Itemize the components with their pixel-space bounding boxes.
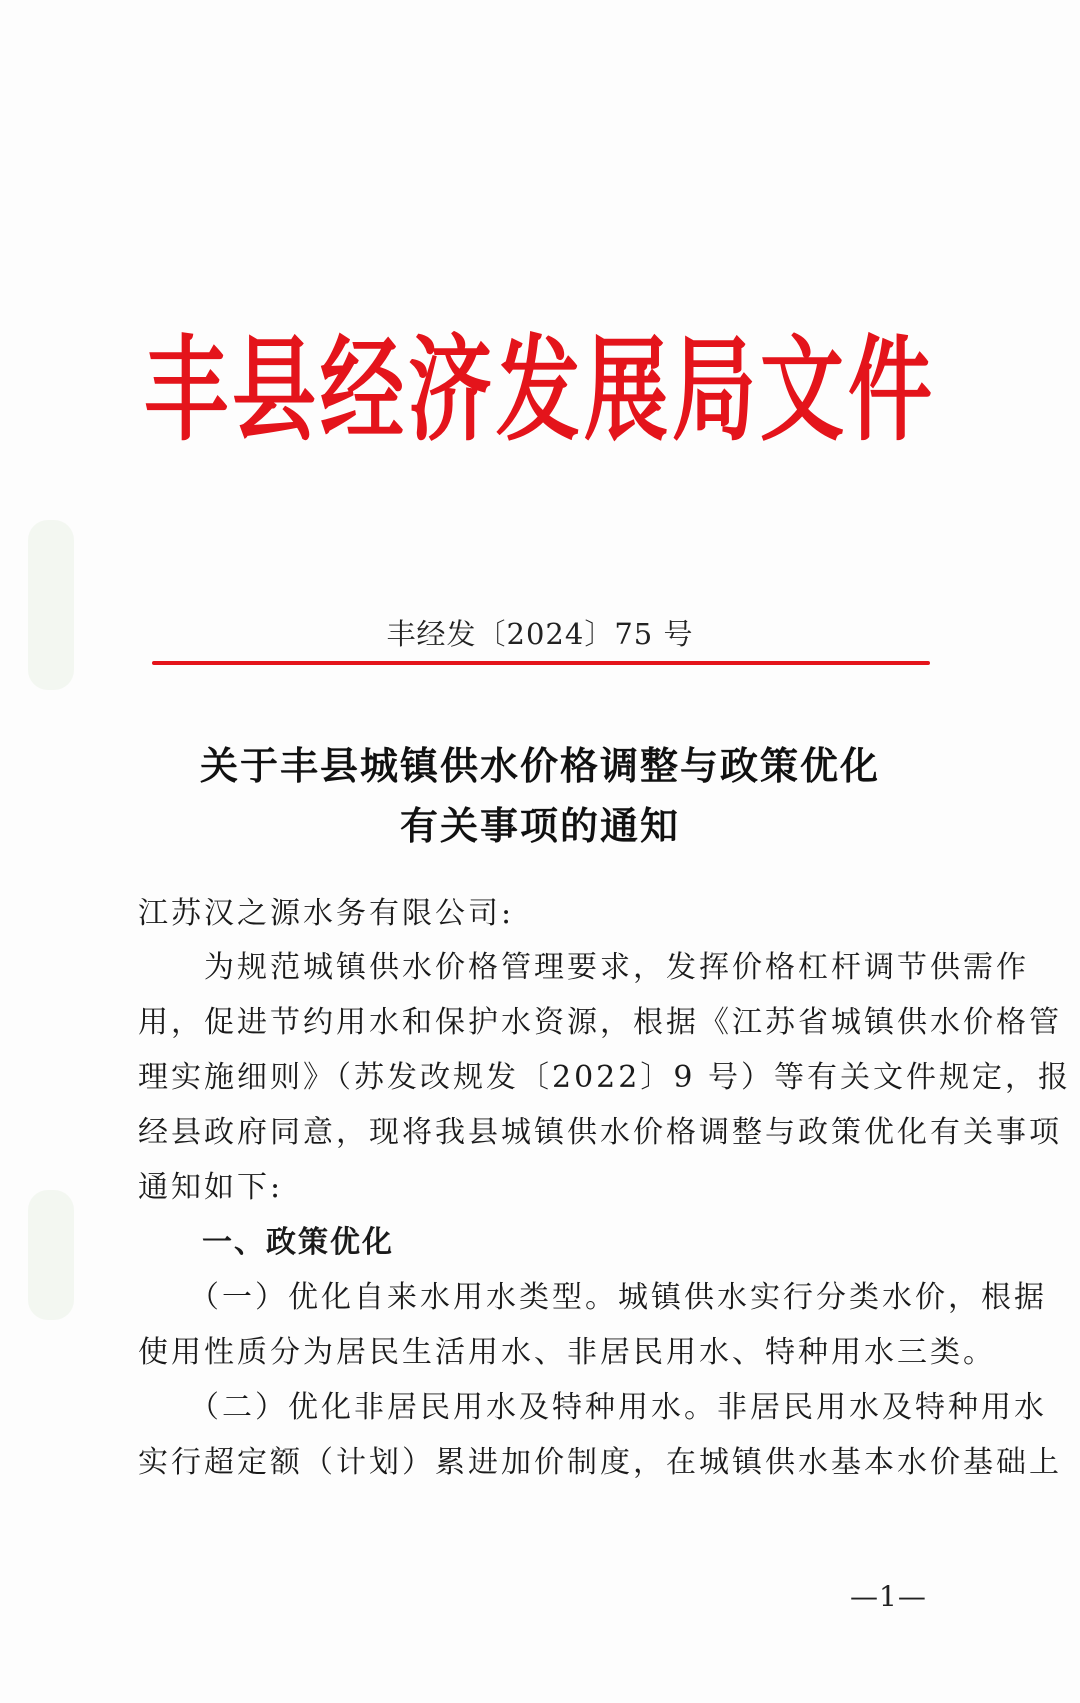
paragraph-2-line: （二）优化非居民用水及特种用水。非居民用水及特种用水 [138,1390,1047,1425]
document-number: 丰经发〔2024〕75 号 [386,617,694,651]
body-line: 经县政府同意，现将我县城镇供水价格调整与政策优化有关事项 [138,1115,1062,1150]
paragraph-1-line: 使用性质分为居民生活用水、非居民用水、特种用水三类。 [138,1335,996,1370]
red-separator-line [152,661,930,665]
body-line: 为规范城镇供水价格管理要求，发挥价格杠杆调节供需作 [138,950,1029,985]
scan-artifact [28,1190,74,1320]
paragraph-2-line: 实行超定额（计划）累进加价制度，在城镇供水基本水价基础上 [138,1445,1062,1480]
paragraph-1-line: （一）优化自来水用水类型。城镇供水实行分类水价，根据 [138,1280,1047,1315]
scan-artifact [28,520,74,690]
notice-title-line-1: 关于丰县城镇供水价格调整与政策优化 [199,744,880,788]
section-heading-policy-optimization: 一、政策优化 [138,1225,394,1260]
notice-title-line-2: 有关事项的通知 [399,804,680,848]
body-line: 用，促进节约用水和保护水资源，根据《江苏省城镇供水价格管 [138,1005,1062,1040]
issuing-authority-title: 丰县经济发展局文件 [143,322,936,457]
body-line: 通知如下: [138,1170,284,1205]
page-number: —1— [850,1580,927,1613]
body-line: 理实施细则》（苏发改规发〔2022〕9 号）等有关文件规定，报 [138,1060,1071,1095]
addressee: 江苏汉之源水务有限公司: [138,896,515,931]
